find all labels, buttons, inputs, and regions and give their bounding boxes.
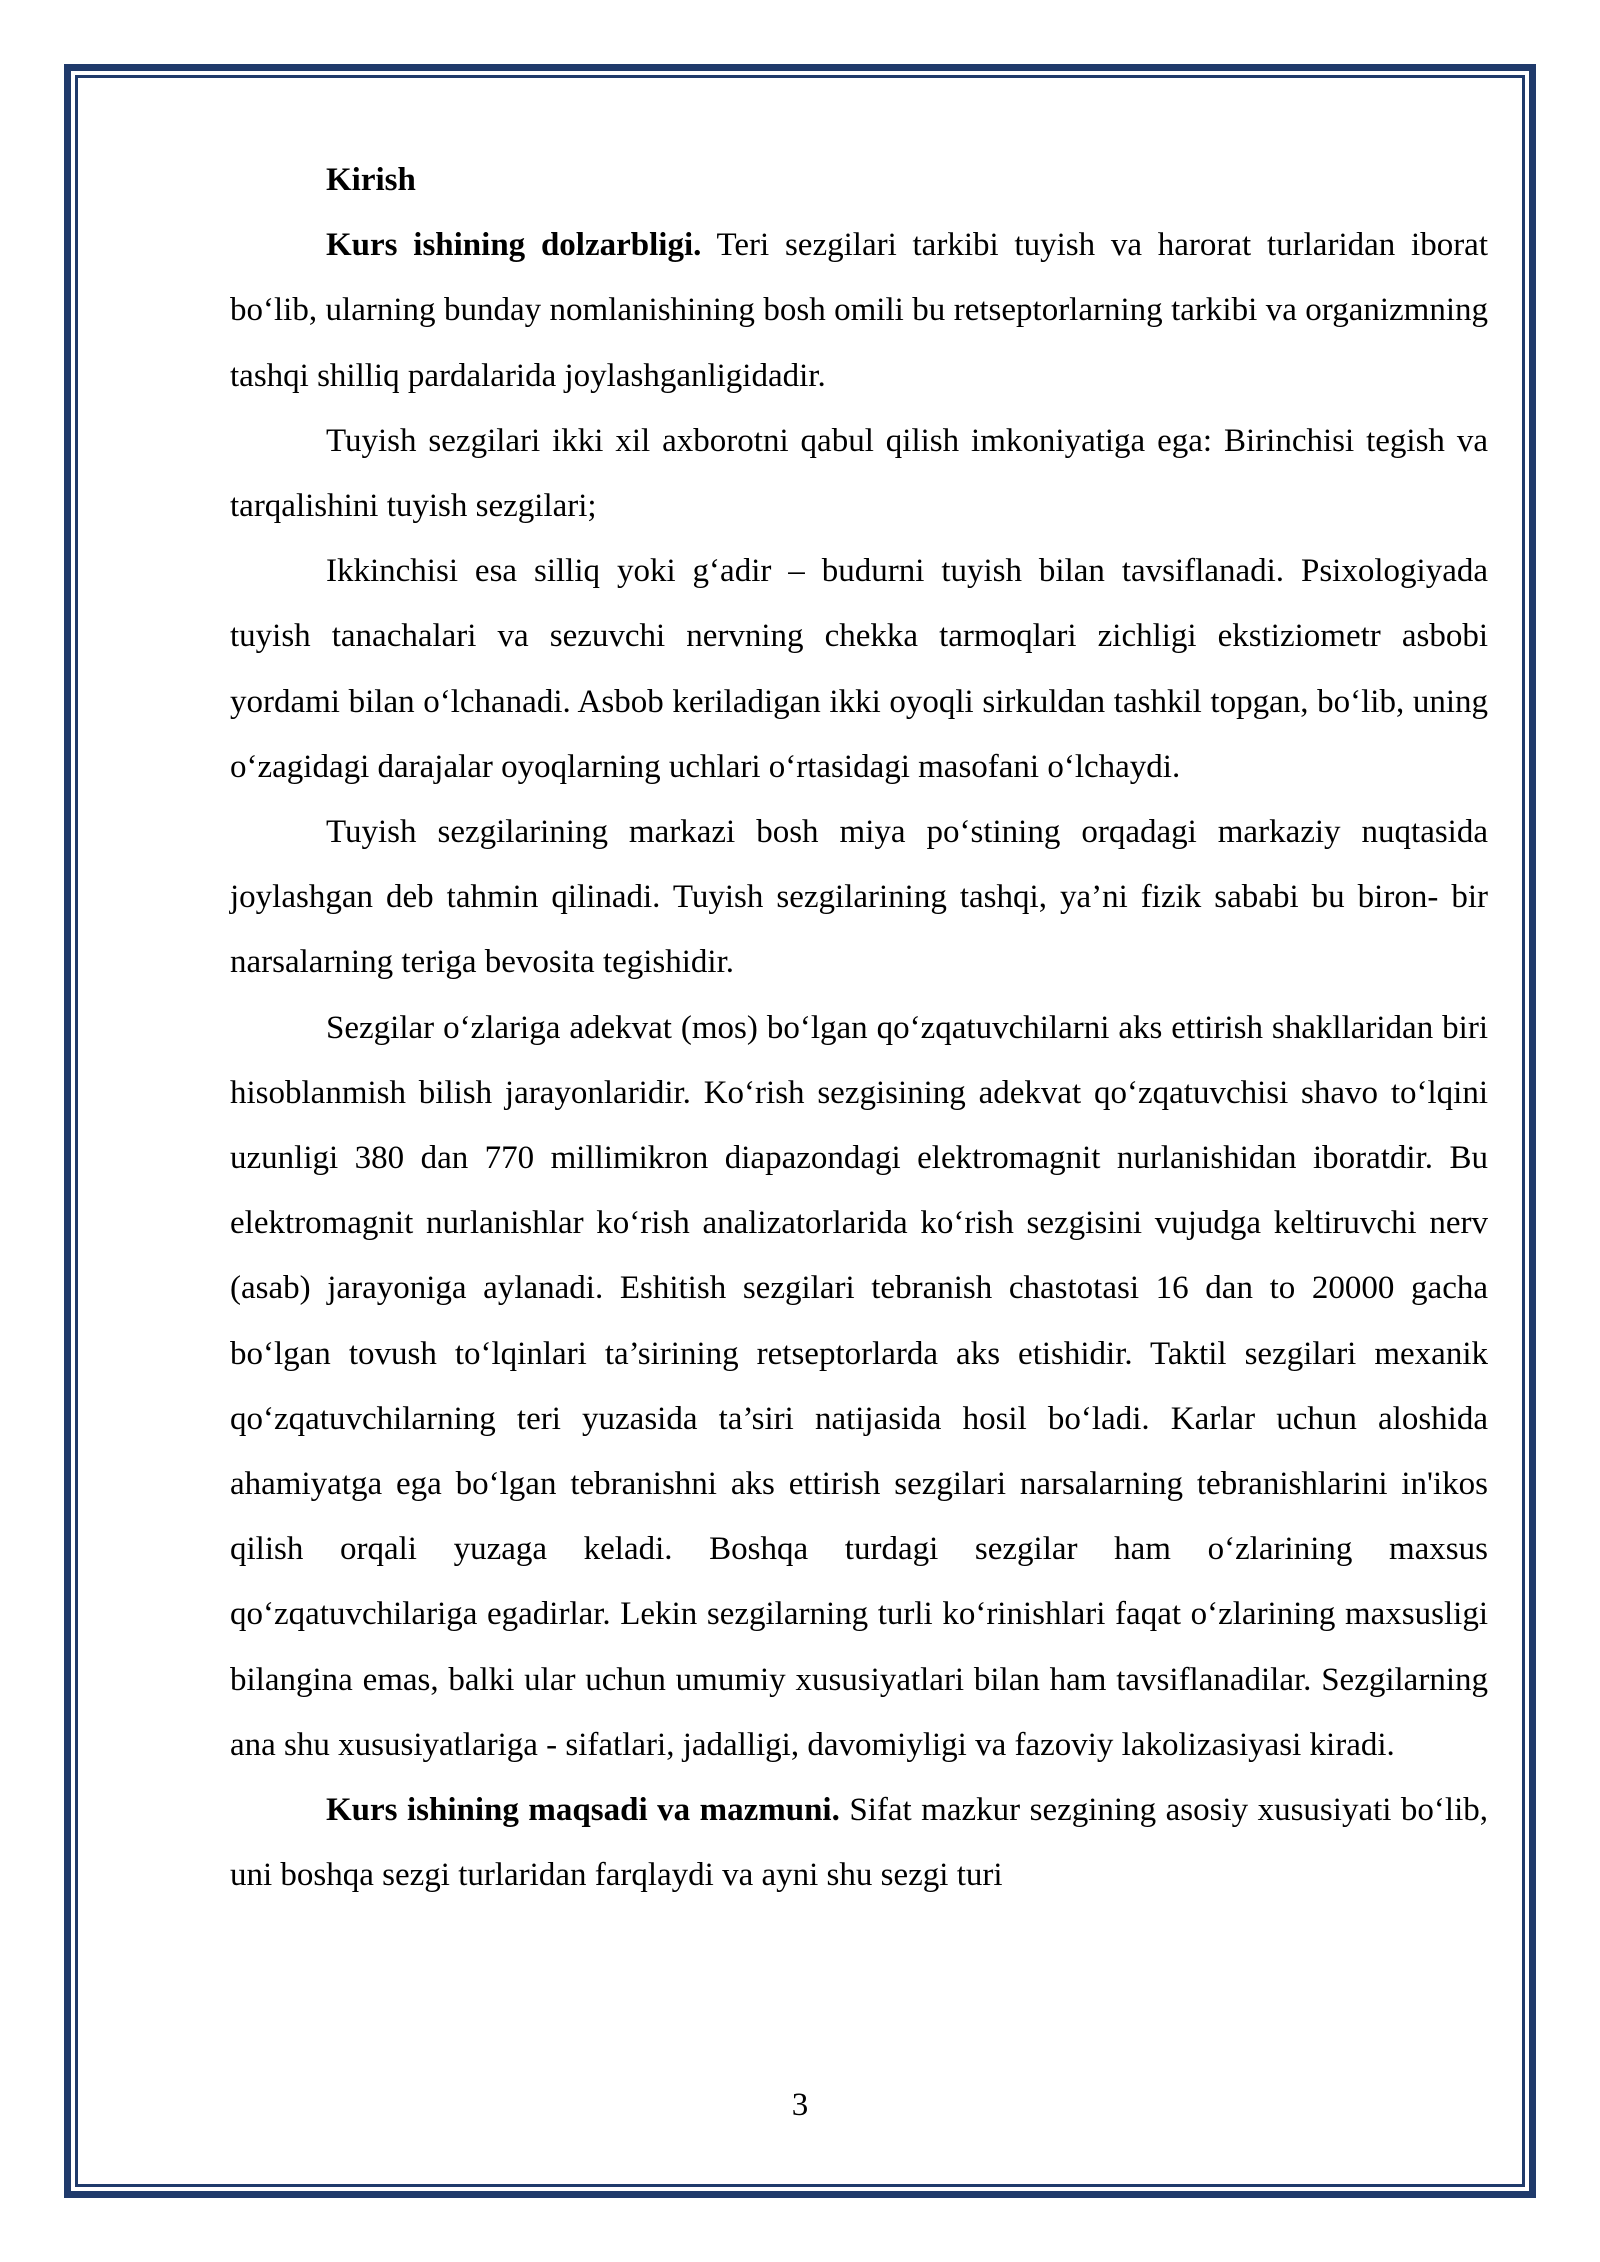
document-body (230, 148, 1488, 1908)
paragraph-goal (230, 1778, 1488, 1908)
paragraph-touch-types (230, 409, 1488, 539)
paragraph-text: Sezgilar o‘zlariga adekvat (mos) bo‘lgan qo‘zqatuvchilarni aks ettirish shakllaridan biri hisoblanmish bilish jarayonlaridir. Ko‘rish sezgisining adekvat qo‘zqatuvchisi shavo to‘lqini uzunligi 380 dan 770 millimikron diapazondagi elektromagnit nurlanishidan iboratdir. Bu elektromagnit nurlanishlar ko‘rish analizatorlarida ko‘rish sezgisini vujudga keltiruvchi nerv (asab) jarayoniga aylanadi. Eshitish sezgilari tebranish chastotasi 16 dan to 20000 gacha bo‘lgan tovush to‘lqinlari ta’sirining retseptorlarda aks etishidir. Taktil sezgilari mexanik qo‘zqatuvchilarning teri yuzasida ta’siri natijasida hosil bo‘ladi. Karlar uchun aloshida ahamiyatga ega bo‘lgan tebranishni aks ettirish sezgilari narsalarning tebranishlarini in'ikos qilish orqali yuzaga keladi. Boshqa turdagi sezgilar ham o‘zlarining maxsus qo‘zqatuvchilariga egadirlar. Lekin sezgilarning turli ko‘rinishlari faqat o‘zlarining maxsusligi bilangina emas, balki ular uchun umumiy xususiyatlari bilan ham tavsiflanadilar. Sezgilarning ana shu xususiyatlariga - sifatlari, jadalligi, davomiyligi va fazoviy lakolizasiyasi kiradi. (230, 1009, 1488, 1763)
paragraph-lead: Kurs ishining maqsadi va mazmuni. (326, 1792, 840, 1829)
section-heading: Kirish (326, 162, 416, 198)
paragraph-relevance (230, 213, 1488, 409)
paragraph-text: Teri sezgilari tarkibi tuyish va harorat turlaridan iborat bo‘lib, ularning bunday nomlanishining bosh omili bu retseptorlarning tarkibi va organizmning tashqi shilliq pardalarida joylashganligidadir. (230, 227, 1488, 394)
paragraph-sensations (230, 996, 1488, 1778)
paragraph-second-type (230, 539, 1488, 800)
paragraph-text: Ikkinchisi esa silliq yoki g‘adir – budurni tuyish bilan tavsiflanadi. Psixologiyada tuyish tanachalari va sezuvchi nervning chekka tarmoqlari zichligi ekstiziometr asbobi yordami bilan o‘lchanadi. Asbob keriladigan ikki oyoqli sirkuldan tashkil topgan, bo‘lib, uning o‘zagidagi darajalar oyoqlarning uchlari o‘rtasidagi masofani o‘lchaydi. (230, 553, 1488, 785)
paragraph-text: Tuyish sezgilarining markazi bosh miya po‘stining orqadagi markaziy nuqtasida joylashgan deb tahmin qilinadi. Tuyish sezgilarining tashqi, ya’ni fizik sababi bu biron- bir narsalarning teriga bevosita tegishidir. (230, 814, 1488, 981)
paragraph-touch-center (230, 800, 1488, 996)
paragraph-text: Tuyish sezgilari ikki xil axborotni qabul qilish imkoniyatiga ega: Birinchisi tegish va tarqalishini tuyish sezgilari; (230, 422, 1488, 525)
page-number: 3 (791, 2087, 809, 2123)
paragraph-lead: Kurs ishining dolzarbligi. (326, 227, 702, 264)
paragraph-text: Sifat mazkur sezgining asosiy xususiyati bo‘lib, uni boshqa sezgi turlaridan farqlaydi va ayni shu sezgi turi (230, 1792, 1488, 1894)
